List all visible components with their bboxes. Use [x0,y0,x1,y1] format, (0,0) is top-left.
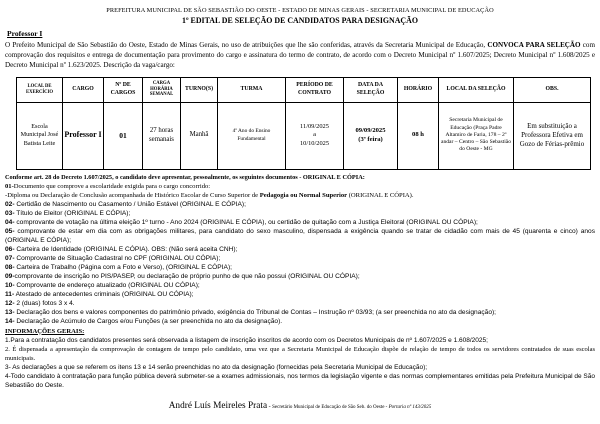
doc-item-09-num: 09- [5,272,15,280]
doc-item-08-text: Carteira de Trabalho (Página com a Foto e Verso), (ORIGINAL E CÓPIA); [14,263,232,271]
doc-item-12-num: 12- [5,299,15,307]
signature-name: André Luís Meireles Prata [168,400,268,411]
doc-item-01-sub-bold: Pedagogia ou Normal Superior [259,191,348,199]
signature-role: Secretário Municipal de Educação de São Seb. do Oeste - [272,404,389,410]
intro-part2: com comprovação dos requisitos e entrega de documentação para provimento do cargo e assinatura do termo de contrato, de acordo com o Decreto Municipal nº 1.607/2025; Decreto Municipal nº 1.608/2025 e Decreto Municipal nº 1.623/2025. Descrição da vaga/cargo: [5,40,595,69]
col-header-carga-horaria: CARGA HORÁRIA SEMANAL [143,77,181,102]
edital-title: 1º EDITAL DE SELEÇÃO DE CANDIDATOS PARA DESIGNAÇÃO [182,15,418,25]
doc-item-08 [5,263,595,272]
cell-periodo-contrato [286,102,344,169]
doc-item-03-text: Título de Eleitor (ORIGINAL E CÓPIA); [14,209,131,217]
doc-item-01-sub [5,191,595,200]
doc-item-01-text: Documento que comprove a escolaridade exigida para o cargo concorrido: [13,182,211,190]
cell-data-selecao [344,102,398,169]
col-header-local-exercicio: LOCAL DE EXERCÍCIO [17,77,63,102]
periodo-start: 11/09/2025 [300,123,329,130]
cell-cargo: Professor I [63,102,104,169]
doc-item-10 [5,281,595,290]
doc-item-13 [5,308,595,317]
periodo-sep: a [313,131,316,139]
doc-item-02-text: Certidão de Nascimento ou Casamento / União Estável (ORIGINAL E CÓPIA); [14,200,246,208]
col-header-data-selecao: DATA DA SELEÇÃO [344,77,398,102]
signature-separator: - [267,403,273,410]
col-header-cargo: CARGO [63,77,104,102]
col-header-obs: OBS. [514,77,591,102]
doc-item-02 [5,200,595,209]
intro-convoca-bold: CONVOCA PARA SELEÇÃO [487,40,581,49]
signature-line [5,395,595,413]
general-info-item-3: 3- As declarações a que se referem os itens 13 e 14 serão preenchidas no ato da designação (fornecidas pela Secretaria Municipal de Educação); [5,363,428,371]
col-header-turnos: TURNO(S) [181,77,218,102]
org-header-line: PREFEITURA MUNICIPAL DE SÃO SEBASTIÃO DO OESTE - ESTADO DE MINAS GERAIS - SECRETARIA MUNICIPAL DE EDUCAÇÃO [106,7,494,14]
doc-item-11-num: 11- [5,290,15,298]
doc-item-04-text: comprovante de votação na última eleição 1º turno - Ano 2024 (ORIGINAL E CÓPIA), ou certidão de quitação com a Justiça Eleitoral (ORIGINAL OU CÓPIA); [14,218,478,226]
general-info-heading: INFORMAÇÕES GERAIS: [5,327,85,335]
doc-item-14-num: 14- [5,317,15,325]
doc-item-14-text: Declaração de Acúmulo de Cargos e/ou Funções (a ser preenchida no ato da designação). [14,317,283,325]
cell-horario: 08 h [398,102,439,169]
periodo-end: 10/10/2025 [299,139,330,147]
doc-item-13-num: 13- [5,308,15,316]
doc-item-14 [5,317,595,326]
col-header-turma: TURMA [218,77,286,102]
general-info-item-4: 4-Todo candidato à contratação para função pública deverá submeter-se a exames admissionais, nos termos da legislação vigente e das normas complementares emitidas pela Prefeitura Municipal de São Sebastião do Oeste. [5,372,595,389]
doc-item-04 [5,218,595,227]
intro-part1: O Prefeito Municipal de São Sebastião do Oeste, Estado de Minas Gerais, no uso de atribuições que lhe são conferidas, através da Secretaria Municipal de Educação, [5,40,488,49]
doc-item-13-text: Declaração dos bens e valores componentes do patrimônio privado, exigência do Tribunal de Contas – Instrução nº 03/93; (a ser preenchida no ato da designação); [14,308,497,316]
col-header-local-selecao: LOCAL DA SELEÇÃO [439,77,514,102]
cell-turnos: Manhã [181,102,218,169]
cell-obs: Em substituição a Professora Efetiva em Gozo de Férias-prêmio [514,102,591,169]
data-selecao-weekday: (3ª feira) [358,135,383,143]
cell-n-cargos: 01 [104,102,143,169]
doc-item-07 [5,254,595,263]
vacancy-table-header-row [17,77,591,102]
doc-item-07-num: 07- [5,254,15,262]
general-info-item-2: 2. É dispensada a apresentação da comprovação de contagem de tempo pelo candidato, uma vez que a Secretaria Municipal de Educação dispõe de relação de tempo de todos os servidores contratados de suas escolas municipais. [5,345,595,362]
doc-item-01-sub-part1: -Diploma ou Declaração de Conclusão acompanhada de Histórico Escolar de Curso Superior de [5,191,260,199]
doc-item-11 [5,290,595,299]
doc-item-10-num: 10- [5,281,15,289]
cell-local-exercicio: Escola Municipal José Batista Leite [17,102,63,169]
general-info-item-1: 1.Para a contratação dos candidatos presentes será observada a listagem de inscrição inscritos de acordo com os Decretos Municipais de nº 1.607/2025 e 1.608/2025; [5,336,488,344]
cell-local-selecao: Secretaria Municipal de Educação (Praça Padre Altamiro de Faria, 178 – 2º andar – Centro – São Sebastião do Oeste - MG [439,102,514,169]
doc-item-03-num: 03- [5,209,15,217]
cell-turma: 4º Ano do Ensino Fundamental [218,102,286,169]
cell-carga-horaria: 27 horas semanais [143,102,181,169]
doc-item-01-num: 01- [5,182,14,190]
doc-item-10-text: Comprovante de endereço atualizado (ORIGINAL OU CÓPIA); [14,281,200,289]
col-header-n-cargos: Nº DE CARGOS [104,77,143,102]
doc-item-05-num: 05- [5,227,15,235]
intro-paragraph [5,40,595,70]
col-header-horario: HORÁRIO [398,77,439,102]
doc-item-04-num: 04- [5,218,15,226]
documents-heading: Conforme art. 28 do Decreto 1.607/2025, o candidato deve apresentar, pessoalmente, os seguintes documentos - ORIGINAL E CÓPIA: [5,173,365,181]
col-header-periodo-contrato: PERÍODO DE CONTRATO [286,77,344,102]
doc-item-06-num: 06- [5,245,15,253]
doc-item-05-text: comprovante de estar em dia com as obrigações militares, para candidato do sexo masculino, dispensada a exigência quando se tratar de cidadão com mais de 45 (quarenta e cinco) anos (ORIGINAL E CÓPIA); [5,227,595,244]
signature-portaria: Portaria nº 143/2025 [388,404,432,410]
doc-item-09 [5,272,595,281]
doc-item-02-num: 02- [5,200,15,208]
doc-item-09-text: comprovante de inscrição no PIS/PASEP, ou declaração de próprio punho de que não possui (ORIGINAL OU CÓPIA); [14,272,360,280]
vacancy-row [17,102,591,169]
doc-item-01-sub-part2: (ORIGINAL E CÓPIA). [347,191,414,199]
doc-item-11-text: Atestado de antecedentes criminais (ORIGINAL OU CÓPIA); [14,290,194,298]
doc-item-12 [5,299,595,308]
role-heading: Professor I [7,28,43,38]
doc-item-05 [5,227,595,245]
doc-item-12-text: 2 (duas) fotos 3 x 4. [14,299,75,307]
doc-item-08-num: 08- [5,263,15,271]
doc-item-01 [5,182,595,191]
vacancy-table [16,77,591,170]
doc-item-07-text: Comprovante de Situação Cadastral no CPF (ORIGINAL OU CÓPIA); [14,254,221,262]
doc-item-06 [5,245,595,254]
doc-item-03 [5,209,595,218]
doc-item-06-text: Carteira de Identidade (ORIGINAL E CÓPIA). OBS: (Não será aceita CNH); [14,245,238,253]
data-selecao-date: 09/09/2025 [355,126,386,134]
